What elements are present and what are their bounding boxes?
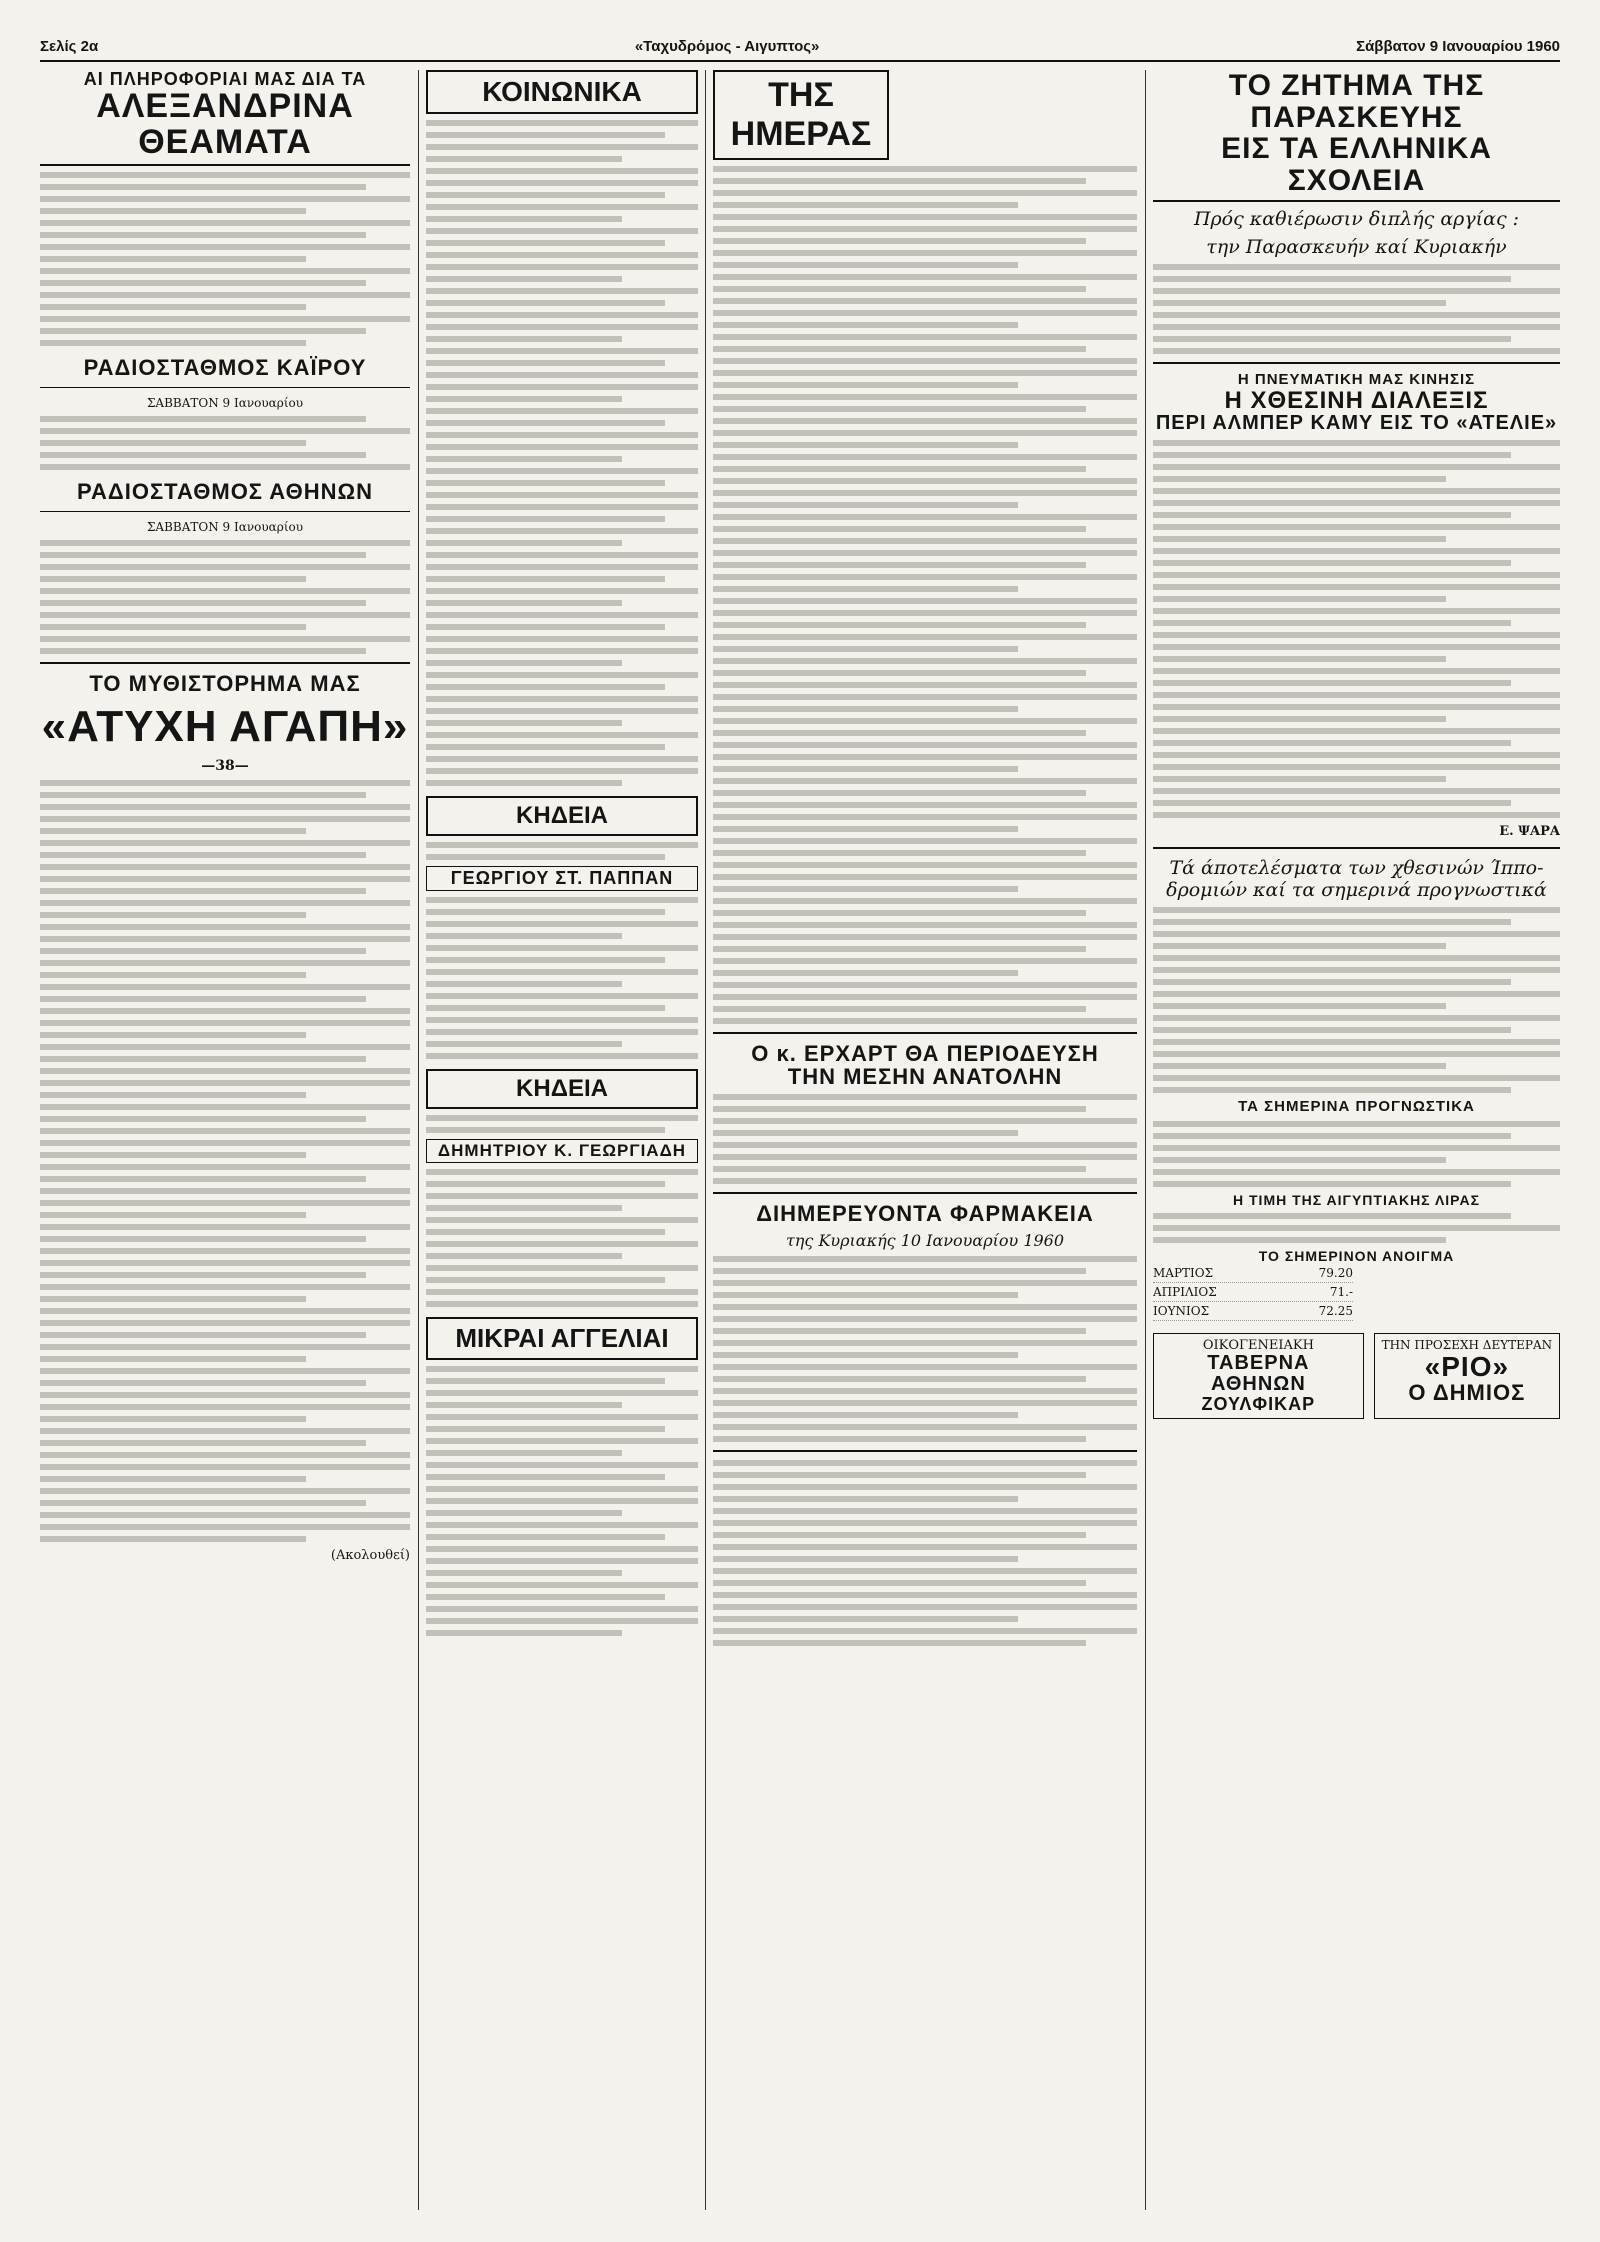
forecasts-title: ΤΑ ΣΗΜΕΡΙΝΑ ΠΡΟΓΝΩΣΤΙΚΑ <box>1238 1097 1475 1115</box>
charity-text <box>713 1460 1137 1646</box>
funeral-2-text <box>426 1169 698 1307</box>
spiritual-kicker: Η ΠΝΕΥΜΑΤΙΚΗ ΜΑΣ ΚΙΝΗΣΙΣ <box>1237 371 1476 388</box>
forecasts-text <box>1153 1121 1560 1187</box>
radio-cairo-day: ΣΑΒΒΑΤΟΝ 9 Ιανουαρίου <box>146 396 304 411</box>
tavern-ad <box>1153 1333 1364 1419</box>
radio-cairo-title: ΡΑΔΙΟΣΤΑΘΜΟΣ ΚΑΪΡΟΥ <box>83 355 367 381</box>
erhart-title-line-2: ΤΗΝ ΜΕΣΗΝ ΑΝΑΤΟΛΗΝ <box>787 1064 1063 1090</box>
today-opening-title: ΤΟ ΣΗΜΕΡΙΝΟΝ ΑΝΟΙΓΜΑ <box>1258 1248 1455 1265</box>
masthead <box>40 38 1560 62</box>
erhart-title: Ο κ. ΕΡΧΑΡΤ ΘΑ ΠΕΡΙΟΔΕΥΣΗ <box>751 1041 1099 1066</box>
theatres-title: ΑΛΕΞΑΝΔΡΙΝΑ ΘΕΑΜΑΤΑ <box>40 89 410 166</box>
theatre-listings <box>40 172 410 346</box>
social-news <box>426 120 698 786</box>
of-the-day-text <box>713 166 1137 1024</box>
list-item: ΑΠΡΙΛΙΟΣ 71.- <box>1153 1283 1353 1302</box>
column-rule <box>418 70 419 2210</box>
continued-note: (Ακολουθεί) <box>330 1547 410 1563</box>
pharmacies-list <box>713 1256 1137 1442</box>
lecture-title-2: ΠΕΡΙ ΑΛΜΠΕΡ ΚΑΜΥ ΕΙΣ ΤΟ «ΑΤΕΛΙΕ» <box>1155 411 1558 434</box>
radio-cairo-schedule <box>40 416 410 470</box>
classifieds-title: ΜΙΚΡΑΙ ΑΓΓΕΛΙΑΙ <box>426 1317 698 1360</box>
paper-name: «Ταχυδρόμος - Αιγυπτος» <box>634 37 820 55</box>
funeral-1-name: ΓΕΩΡΓΙΟΥ ΣΤ. ΠΑΠΠΑΝ <box>426 866 698 891</box>
pharmacies-title: ΔΙΗΜΕΡΕΥΟΝΤΑ ΦΑΡΜΑΚΕΙΑ <box>756 1201 1094 1227</box>
funeral-1-title: ΚΗΔΕΙΑ <box>426 796 698 836</box>
schools-title-1: ΤΟ ΖΗΤΗΜΑ ΤΗΣ ΠΑΡΑΣΚΕΥΗΣ <box>1228 70 1485 134</box>
funeral-1-text <box>426 897 698 1059</box>
column-social <box>426 70 698 1642</box>
column-rule <box>1145 70 1146 2210</box>
schools-text <box>1153 264 1560 354</box>
theatres-kicker: ΑΙ ΠΛΗΡΟΦΟΡΙΑΙ ΜΑΣ ΔΙΑ ΤΑ <box>83 70 367 89</box>
list-item: ΜΑΡΤΙΟΣ 79.20 <box>1153 1264 1353 1283</box>
tavern-kicker: ΟΙΚΟΓΕΝΕΙΑΚΗ <box>1202 1338 1314 1354</box>
column-theatres-radio-novel <box>40 70 410 1563</box>
column-schools-racing <box>1153 70 1560 1419</box>
erhart-text <box>713 1094 1137 1184</box>
pound-price-title: Η ΤΙΜΗ ΤΗΣ ΑΙΓΥΠΤΙΑΚΗΣ ΛΙΡΑΣ <box>1233 1191 1480 1208</box>
racing-title-2: δρομιών καί τα σημερινά προγνωστικά <box>1166 878 1547 901</box>
pound-price-text <box>1153 1213 1560 1243</box>
lecture-text <box>1153 440 1560 818</box>
of-the-day-title: ΤΗΣ ΗΜΕΡΑΣ <box>713 70 889 160</box>
list-item: ΙΟΥΝΙΟΣ 72.25 <box>1153 1302 1353 1321</box>
social-title: ΚΟΙΝΩΝΙΚΑ <box>426 70 698 114</box>
novel-kicker: ΤΟ ΜΥΘΙΣΤΟΡΗΜΑ ΜΑΣ <box>89 671 361 697</box>
schools-sub-2: την Παρασκευήν καί Κυριακήν <box>1206 236 1507 258</box>
film-title: Ο ΔΗΜΙΟΣ <box>1408 1380 1526 1406</box>
radio-athens-title: ΡΑΔΙΟΣΤΑΘΜΟΣ ΑΘΗΝΩΝ <box>76 479 374 505</box>
racing-results <box>1153 907 1560 1093</box>
lecture-signature: Ε. ΨΑΡΑ <box>1499 823 1560 839</box>
schools-sub-1: Πρός καθιέρωσιν διπλής αργίας : <box>1193 208 1520 230</box>
page-number: Σελίς 2α <box>40 37 99 55</box>
funeral-2-name: ΔΗΜΗΤΡΙΟΥ Κ. ΓΕΩΡΓΙΑΔΗ <box>426 1139 698 1163</box>
today-opening-list <box>1153 1264 1353 1321</box>
cinema-name: «ΡΙΟ» <box>1424 1351 1510 1383</box>
racing-title-1: Τά άποτελέσματα των χθεσινών Ίππο- <box>1169 856 1544 879</box>
radio-athens-schedule <box>40 540 410 654</box>
novel-text <box>40 780 410 1542</box>
column-of-the-day <box>713 70 1137 1652</box>
novel-title: «ΑΤΥΧΗ ΑΓΑΠΗ» <box>41 701 409 751</box>
funeral-2-title: ΚΗΔΕΙΑ <box>426 1069 698 1109</box>
tavern-name: ΤΑΒΕΡΝΑ ΑΘΗΝΩΝ <box>1207 1352 1310 1396</box>
novel-instalment: —38— <box>201 757 249 774</box>
radio-athens-day: ΣΑΒΒΑΤΟΝ 9 Ιανουαρίου <box>146 520 304 535</box>
cinema-ad <box>1374 1333 1560 1419</box>
cinema-kicker: ΤΗΝ ΠΡΟΣΕΧΗ ΔΕΥΤΕΡΑΝ <box>1381 1338 1553 1353</box>
tavern-show: ΖΟΥΛΦΙΚΑΡ <box>1201 1394 1316 1415</box>
schools-title-2: ΕΙΣ ΤΑ ΕΛΛΗΝΙΚΑ ΣΧΟΛΕΙΑ <box>1153 133 1560 202</box>
lecture-title-1: Η ΧΘΕΣΙΝΗ ΔΙΑΛΕΞΙΣ <box>1224 386 1489 414</box>
funeral-1-intro <box>426 842 698 860</box>
issue-date: Σάββατον 9 Ιανουαρίου 1960 <box>1356 37 1560 55</box>
funeral-2-intro <box>426 1115 698 1133</box>
pharmacies-date: της Κυριακής 10 Ιανουαρίου 1960 <box>785 1231 1065 1251</box>
classifieds-text <box>426 1366 698 1636</box>
column-rule <box>705 70 706 2210</box>
